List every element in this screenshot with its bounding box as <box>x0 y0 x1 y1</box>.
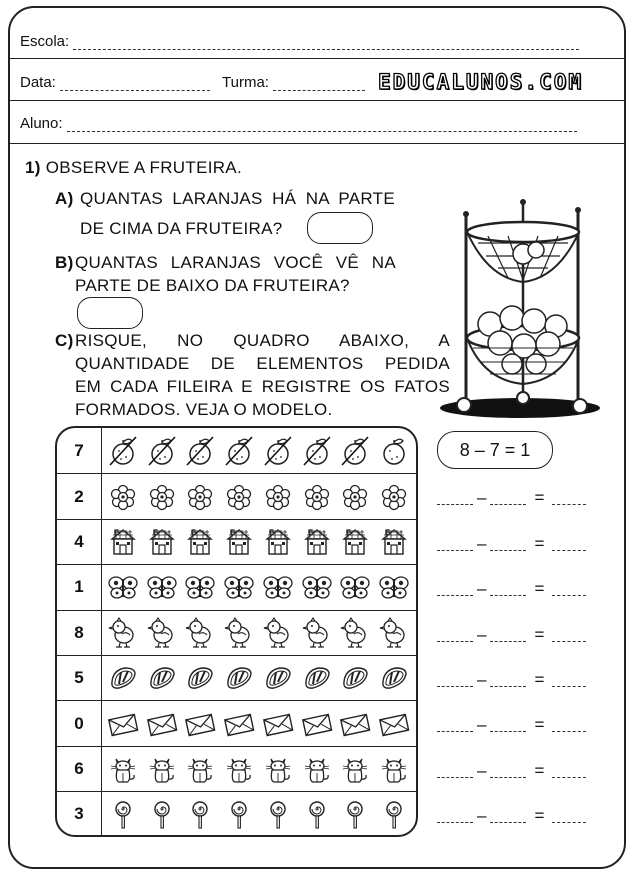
result-blank[interactable] <box>552 723 586 732</box>
butterfly-icon[interactable] <box>146 571 178 603</box>
row-quantity: 8 <box>57 611 102 655</box>
counting-table <box>55 426 418 837</box>
fact-answer-line[interactable] <box>437 485 591 508</box>
aluno-label: Aluno: <box>20 115 63 132</box>
turma-label: Turma: <box>222 74 269 91</box>
question-b-letter: B) <box>55 253 74 272</box>
escola-label: Escola: <box>20 33 70 50</box>
minus-sign: – <box>477 670 487 689</box>
flower-icon[interactable] <box>107 481 139 513</box>
minuend-blank[interactable] <box>437 814 473 823</box>
house-icon[interactable] <box>184 526 216 558</box>
orange-icon[interactable] <box>378 435 410 467</box>
model-fact-box: 8 – 7 = 1 <box>437 431 553 469</box>
flower-icon[interactable] <box>378 481 410 513</box>
sandal-icon[interactable] <box>262 662 294 694</box>
fact-answer-line[interactable] <box>437 803 591 826</box>
sandal-icon[interactable] <box>107 662 139 694</box>
exercise-number: 1) <box>25 158 41 177</box>
lollipop-icon[interactable] <box>339 798 371 830</box>
chick-icon[interactable] <box>301 617 333 649</box>
sandal-icon[interactable] <box>223 662 255 694</box>
envelope-icon[interactable] <box>262 708 294 740</box>
chick-icon[interactable] <box>184 617 216 649</box>
brand-logo: EDUCALUNOS.COM <box>378 70 584 94</box>
orange-icon[interactable] <box>146 435 178 467</box>
butterfly-icon[interactable] <box>262 571 294 603</box>
fact-answer-line[interactable] <box>437 576 591 599</box>
lollipop-icon[interactable] <box>184 798 216 830</box>
lollipop-icon[interactable] <box>262 798 294 830</box>
minus-sign: – <box>477 579 487 599</box>
row-icons <box>107 611 410 655</box>
house-icon[interactable] <box>146 526 178 558</box>
butterfly-icon[interactable] <box>223 571 255 603</box>
row-quantity: 1 <box>57 565 102 609</box>
aluno-field[interactable] <box>20 115 577 132</box>
result-blank[interactable] <box>552 769 586 778</box>
equals-sign: = <box>534 760 545 780</box>
result-blank[interactable] <box>552 587 586 596</box>
cat-icon[interactable] <box>146 753 178 785</box>
butterfly-icon[interactable] <box>339 571 371 603</box>
butterfly-icon[interactable] <box>184 571 216 603</box>
question-c-line3: EM CADA FILEIRA E REGISTRE OS FATOS <box>75 377 450 396</box>
row-quantity: 7 <box>57 428 102 473</box>
row-quantity: 0 <box>57 701 102 745</box>
question-c-line4: FORMADOS. VEJA O MODELO. <box>75 400 333 419</box>
fact-answer-line[interactable] <box>437 622 591 642</box>
fruit-basket-illustration <box>428 198 608 420</box>
chick-icon[interactable] <box>223 617 255 649</box>
result-blank[interactable] <box>552 542 586 551</box>
data-field[interactable] <box>20 74 210 91</box>
subtrahend-blank[interactable] <box>490 814 526 823</box>
orange-icon[interactable] <box>301 435 333 467</box>
cat-icon[interactable] <box>339 753 371 785</box>
envelope-icon[interactable] <box>146 708 178 740</box>
minuend-blank[interactable] <box>437 769 473 778</box>
envelope-icon[interactable] <box>107 708 139 740</box>
table-row <box>57 700 416 745</box>
butterfly-icon[interactable] <box>301 571 333 603</box>
turma-blank[interactable] <box>273 78 365 91</box>
butterfly-icon[interactable] <box>107 571 139 603</box>
minuend-blank[interactable] <box>437 496 473 505</box>
minuend-blank[interactable] <box>437 723 473 732</box>
lollipop-icon[interactable] <box>378 798 410 830</box>
subtrahend-blank[interactable] <box>490 723 526 732</box>
subtrahend-blank[interactable] <box>490 496 526 505</box>
minuend-blank[interactable] <box>437 678 473 687</box>
lollipop-icon[interactable] <box>223 798 255 830</box>
answer-a-box[interactable] <box>307 212 373 244</box>
sandal-icon[interactable] <box>301 662 333 694</box>
flower-icon[interactable] <box>223 481 255 513</box>
lollipop-icon[interactable] <box>146 798 178 830</box>
result-blank[interactable] <box>552 678 586 687</box>
result-blank[interactable] <box>552 633 586 642</box>
fact-answer-line[interactable] <box>437 667 591 687</box>
cat-icon[interactable] <box>184 753 216 785</box>
row-quantity: 3 <box>57 792 102 836</box>
equals-sign: = <box>534 488 545 508</box>
minus-sign: – <box>477 806 487 826</box>
chick-icon[interactable] <box>378 617 410 649</box>
question-a-line1: QUANTAS LARANJAS HÁ NA PARTE <box>80 189 395 208</box>
fact-answer-line[interactable] <box>437 758 591 778</box>
exercise-title-text: OBSERVE A FRUTEIRA. <box>45 158 242 177</box>
house-icon[interactable] <box>107 526 139 558</box>
result-blank[interactable] <box>552 814 586 823</box>
equals-sign: = <box>534 579 545 599</box>
house-icon[interactable] <box>339 526 371 558</box>
minuend-blank[interactable] <box>437 587 473 596</box>
row-quantity: 6 <box>57 747 102 791</box>
minus-sign: – <box>477 624 487 644</box>
envelope-icon[interactable] <box>378 708 410 740</box>
orange-icon[interactable] <box>262 435 294 467</box>
cat-icon[interactable] <box>378 753 410 785</box>
flower-icon[interactable] <box>184 481 216 513</box>
envelope-icon[interactable] <box>339 708 371 740</box>
table-row <box>57 519 416 564</box>
question-b-line1: QUANTAS LARANJAS VOCÊ VÊ NA <box>75 253 396 272</box>
row-icons <box>107 656 410 700</box>
orange-icon[interactable] <box>107 435 139 467</box>
orange-icon[interactable] <box>184 435 216 467</box>
question-c-line2: QUANTIDADE DE ELEMENTOS PEDIDA <box>75 354 450 373</box>
turma-field[interactable] <box>222 74 365 91</box>
minuend-blank[interactable] <box>437 633 473 642</box>
header-divider <box>8 58 626 59</box>
minus-sign: – <box>477 533 487 553</box>
question-c-letter: C) <box>55 331 74 350</box>
table-row <box>57 610 416 655</box>
header-divider <box>8 143 626 144</box>
cat-icon[interactable] <box>223 753 255 785</box>
answer-b-box[interactable] <box>77 297 143 329</box>
chick-icon[interactable] <box>339 617 371 649</box>
lollipop-icon[interactable] <box>107 798 139 830</box>
question-a-letter: A) <box>55 189 74 208</box>
row-icons <box>107 747 410 791</box>
escola-blank[interactable] <box>73 37 579 50</box>
subtrahend-blank[interactable] <box>490 587 526 596</box>
envelope-icon[interactable] <box>301 708 333 740</box>
subtrahend-blank[interactable] <box>490 678 526 687</box>
cat-icon[interactable] <box>107 753 139 785</box>
question-b-line2: PARTE DE BAIXO DA FRUTEIRA? <box>75 276 350 295</box>
result-blank[interactable] <box>552 496 586 505</box>
minus-sign: – <box>477 488 487 508</box>
equals-sign: = <box>534 670 545 689</box>
flower-icon[interactable] <box>146 481 178 513</box>
exercise-title <box>25 158 242 178</box>
table-row <box>57 746 416 791</box>
fact-answer-line[interactable] <box>437 531 591 551</box>
orange-icon[interactable] <box>223 435 255 467</box>
butterfly-icon[interactable] <box>378 571 410 603</box>
envelope-icon[interactable] <box>184 708 216 740</box>
sandal-icon[interactable] <box>378 662 410 694</box>
table-row <box>57 655 416 700</box>
equals-sign: = <box>534 533 545 553</box>
row-icons <box>107 565 410 609</box>
table-row <box>57 564 416 609</box>
house-icon[interactable] <box>223 526 255 558</box>
chick-icon[interactable] <box>146 617 178 649</box>
equals-sign: = <box>534 624 545 644</box>
row-icons <box>107 428 410 473</box>
row-icons <box>107 701 410 745</box>
escola-field[interactable] <box>20 33 579 50</box>
house-icon[interactable] <box>262 526 294 558</box>
envelope-icon[interactable] <box>223 708 255 740</box>
flower-icon[interactable] <box>339 481 371 513</box>
cat-icon[interactable] <box>262 753 294 785</box>
sandal-icon[interactable] <box>184 662 216 694</box>
minus-sign: – <box>477 760 487 780</box>
subtrahend-blank[interactable] <box>490 542 526 551</box>
table-row <box>57 428 416 473</box>
fact-answer-line[interactable] <box>437 712 591 735</box>
flower-icon[interactable] <box>262 481 294 513</box>
minuend-blank[interactable] <box>437 542 473 551</box>
equals-sign: = <box>534 806 545 826</box>
question-a-line2: DE CIMA DA FRUTEIRA? <box>80 219 283 238</box>
subtrahend-blank[interactable] <box>490 633 526 642</box>
row-icons <box>107 474 410 518</box>
row-quantity: 4 <box>57 520 102 564</box>
equals-sign: = <box>534 715 545 735</box>
row-quantity: 2 <box>57 474 102 518</box>
table-row <box>57 473 416 518</box>
row-icons <box>107 792 410 836</box>
data-blank[interactable] <box>60 78 210 91</box>
house-icon[interactable] <box>378 526 410 558</box>
row-quantity: 5 <box>57 656 102 700</box>
lollipop-icon[interactable] <box>301 798 333 830</box>
house-icon[interactable] <box>301 526 333 558</box>
row-icons <box>107 520 410 564</box>
table-row <box>57 791 416 836</box>
chick-icon[interactable] <box>262 617 294 649</box>
minus-sign: – <box>477 715 487 735</box>
question-c-line1: RISQUE, NO QUADRO ABAIXO, A <box>75 331 450 350</box>
orange-icon[interactable] <box>339 435 371 467</box>
flower-icon[interactable] <box>301 481 333 513</box>
header-divider <box>8 100 626 101</box>
cat-icon[interactable] <box>301 753 333 785</box>
sandal-icon[interactable] <box>146 662 178 694</box>
aluno-blank[interactable] <box>67 119 577 132</box>
subtrahend-blank[interactable] <box>490 769 526 778</box>
chick-icon[interactable] <box>107 617 139 649</box>
data-label: Data: <box>20 74 56 91</box>
sandal-icon[interactable] <box>339 662 371 694</box>
